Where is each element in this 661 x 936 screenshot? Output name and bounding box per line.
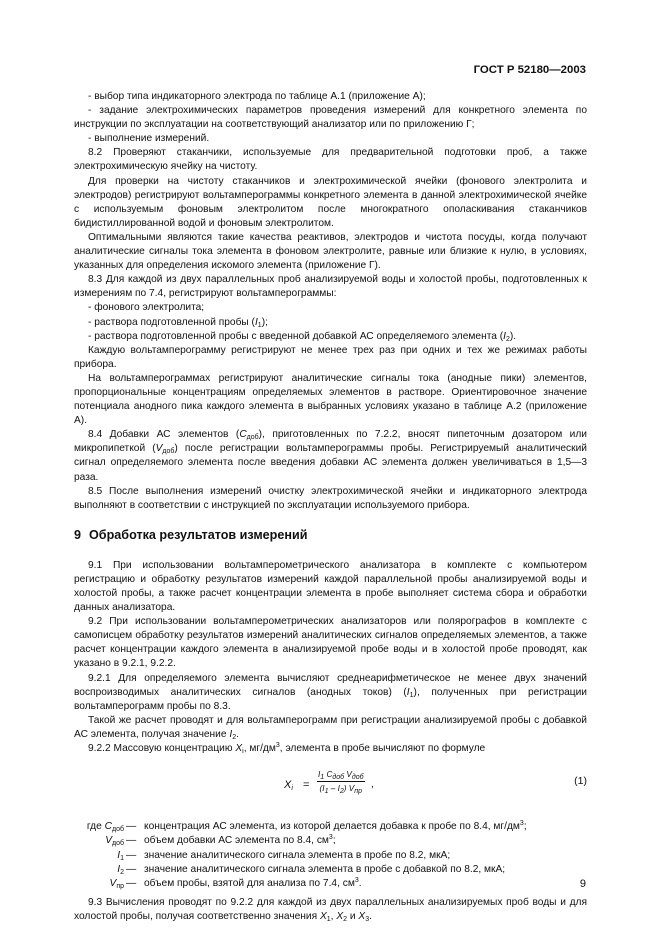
section-heading: 9 Обработка результатов измерений [74,527,308,542]
list-item: - фонового электролита; [88,302,205,314]
equals-sign: = [303,779,310,792]
standard-header: ГОСТ Р 52180—2003 [473,64,586,76]
page-number: 9 [579,878,586,890]
definition-row: где $C_{доб}$ — концентрация АС элемента, из которой делается добавка к пробе по 8.4, $мг/дм^3$; [86,820,527,834]
list-item: - раствора подготовленной пробы $(I_1)$; [88,316,268,329]
paragraph-9-2-2: 9.2.2 Массовую концентрацию $X_i$, $мг/дм^3$, элемента в пробе вычисляют по формуле [88,742,486,756]
paragraph: - выбор типа индикаторного электрода по таблице А.1 (приложение А); [88,91,426,102]
paragraph: - задание электрохимических параметров проведения измерений для конкретного элемента по инструкции по эксплуатации на соответствующий анализатор или по приложению Г; [74,105,587,131]
paragraph: Для проверки на чистоту стаканчиков и электрохимической ячейки (фонового электролита и электродов) регистрируют вольтамперограммы конкретного элемента в данной электрохимической ячейке с используемым фоновым электролитом после многократного ополаскивания стаканчиков бидистиллированной водой и фоновым электролитом. [74,175,587,229]
paragraph: Каждую вольтамперограмму регистрируют не менее трех раз при одних и тех же режимах работы прибора. [74,344,587,370]
paragraph-9-2: 9.2 При использовании вольтамперометрических анализаторов или полярографов в комплекте с самописцем обработку результатов измерений аналитических сигналов определяемых элементов, а также расчет концентрации каждого элемента в анализируемой пробе воды и в холостой пробе проводят, как указано в 9.2.1, 9.2.2. [74,616,587,670]
paragraph: На вольтамперограммах регистрируют аналитические сигналы тока (анодные пики) элементов, пропорциональные концентрациям определяемых элементов в растворе. Ориентировочное значение потенциала анодного пика каждого элемента в выбранных условиях указано в таблице А.2 (приложение А). [74,372,587,427]
paragraph: Такой же расчет проводят и для вольтамперограмм при регистрации анализируемой пробы с добавкой АС элемента, получая значение $I_2$. [74,714,587,741]
definition-row: $I_2$ — значение аналитического сигнала элемента в пробе с добавкой по 8.2, мкА; [117,864,506,877]
paragraph: - выполнение измерений. [88,133,210,145]
denominator: $(I_1 - I_2)$ $V_{пр}$ [319,784,362,796]
paragraph: Оптимальными являются такие качества реактивов, электродов и чистота посуды, когда получают аналитические сигналы тока элемента в фоновом электролите, равные или близкие к нулю, в условиях, указанных для определения искомого элемента (приложение Г). [74,231,587,272]
document-body [74,90,587,924]
paragraph-8-3: 8.3 Для каждой из двух параллельных проб анализируемой воды и холостой пробы, подготовленных к измерениям по 7.4, регистрируют вольтамперограммы: [74,274,587,300]
paragraph-9-1: 9.1 При использовании вольтамперометрического анализатора в комплекте с компьютером регистрацию и обработку результатов измерений каждой параллельной пробы анализируемой воды и холостой пробы, а также расчет концентрации элемента в пробе выполняет система сбора и обработки данных анализатора. [74,559,587,614]
fraction [317,769,365,794]
formula-number: (1) [574,775,587,788]
definition-row: $V_{доб}$ — объем добавки АС элемента по 8.4, $см^3$; [105,834,336,848]
paragraph-8-4: 8.4 Добавки АС элементов $(C_{доб})$, приготовленных по 7.2.2, вносят пипеточным дозатором или микропипеткой $(V_{доб})$ после регистрации вольтамперограммы пробы. Регистрируемый аналитический сигнал определяемого элемента после введения добавки АС элемента должен увеличиваться в 1,5—3 раза. [74,429,587,483]
paragraph-8-2: 8.2 Проверяют стаканчики, используемые для предварительной подготовки проб, а также электрохимическую ячейку на чистоту. [74,147,587,173]
paragraph-9-2-1: 9.2.1 Для определяемого элемента вычисляют среднеарифметическое не менее двух значений воспроизводимых аналитических сигналов (анодных токов) $(I_1)$, полученных при регистрации вольтамперограмм пробы по 8.3. [74,672,587,712]
numerator: $I_1$ $C_{доб}$ $V_{доб}$ [318,770,364,782]
definition-row: $I_1$ — значение аналитического сигнала элемента в пробе по 8.2, мкА; [117,849,451,862]
variable-definitions [74,820,587,891]
definition-row: $V_{пр}$ — объем пробы, взятой для анализа по 7.4, $см^3$. [109,877,362,891]
paragraph-8-5: 8.5 После выполнения измерений очистку электрохимической ячейки и индикаторного электрода выполняют в соответствии с инструкцией по эксплуатации используемого прибора. [74,485,587,511]
formula-1: $X_i$ = $I_1$ $C_{доб}$ $V_{доб}$ $(I_1 - I_2)$ $V_{пр}$ , (1) [284,770,587,796]
paragraph-9-3: 9.3 Вычисления проводят по 9.2.2 для каждой из двух параллельных анализируемых проб воды и для холостой пробы, получая соответственно значения $X_1$, $X_2$ и $X_3$. [74,896,587,923]
list-item: - раствора подготовленной пробы с введенной добавкой АС определяемого элемента $(I_2)$. [88,330,517,343]
formula-lhs: $X_i$ [284,779,293,793]
